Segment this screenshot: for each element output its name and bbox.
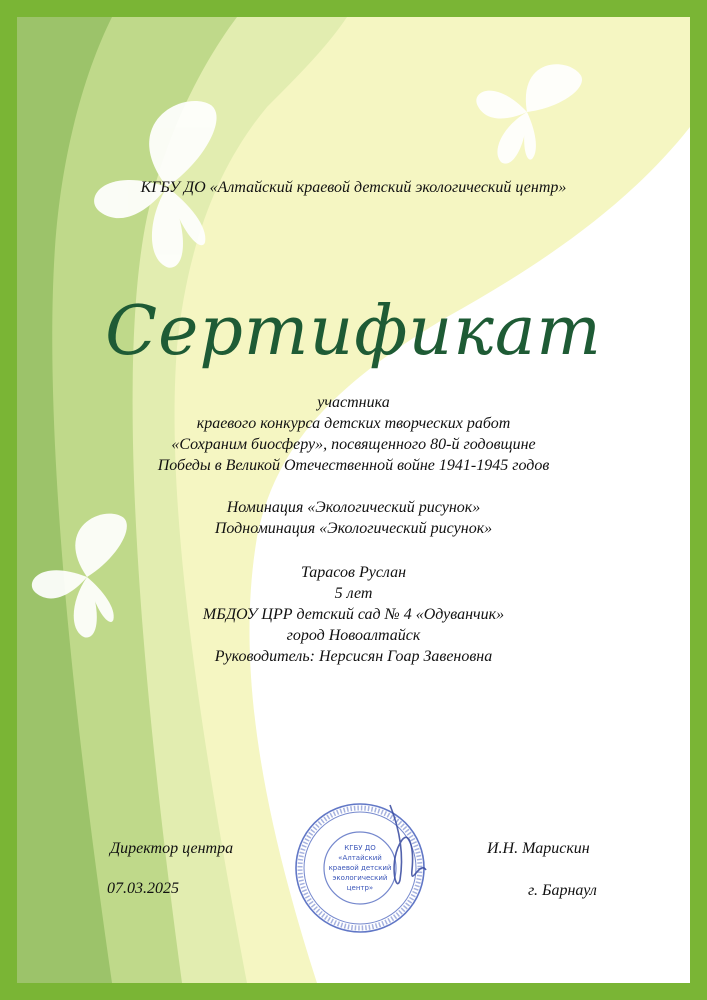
participant-school: МБДОУ ЦРР детский сад № 4 «Одуванчик» xyxy=(202,606,505,623)
certificate-title: Сертификат xyxy=(105,292,602,371)
issue-date: 07.03.2025 xyxy=(107,880,179,897)
organization-name: КГБУ ДО «Алтайский краевой детский экологический центр» xyxy=(140,179,567,196)
participant-age: 5 лет xyxy=(334,585,373,602)
stamp-text-line: «Алтайский xyxy=(338,854,382,862)
issue-place: г. Барнаул xyxy=(528,882,597,899)
stamp-text-line: КГБУ ДО xyxy=(344,844,376,852)
intro-line-2: краевого конкурса детских творческих работ xyxy=(196,415,511,432)
intro-line-1: участника xyxy=(317,394,390,411)
director-label: Директор центра xyxy=(110,840,234,857)
participant-name: Тарасов Руслан xyxy=(300,564,407,581)
subnomination: Подноминация «Экологический рисунок» xyxy=(214,520,493,537)
stamp-text-line: центр» xyxy=(346,884,374,892)
intro-line-3: «Сохраним биосферу», посвященного 80-й годовщине xyxy=(171,436,536,453)
director-name: И.Н. Марискин xyxy=(487,840,590,857)
intro-line-4: Победы в Великой Отечественной войне 1941-1945 годов xyxy=(157,457,550,474)
stamp-seal xyxy=(292,800,428,936)
stamp-text-line: экологический xyxy=(332,874,388,882)
nomination: Номинация «Экологический рисунок» xyxy=(226,499,481,516)
stamp-text-line: краевой детский xyxy=(328,864,392,872)
participant-city: город Новоалтайск xyxy=(286,627,421,644)
participant-supervisor: Руководитель: Нерсисян Гоар Завеновна xyxy=(214,648,493,665)
